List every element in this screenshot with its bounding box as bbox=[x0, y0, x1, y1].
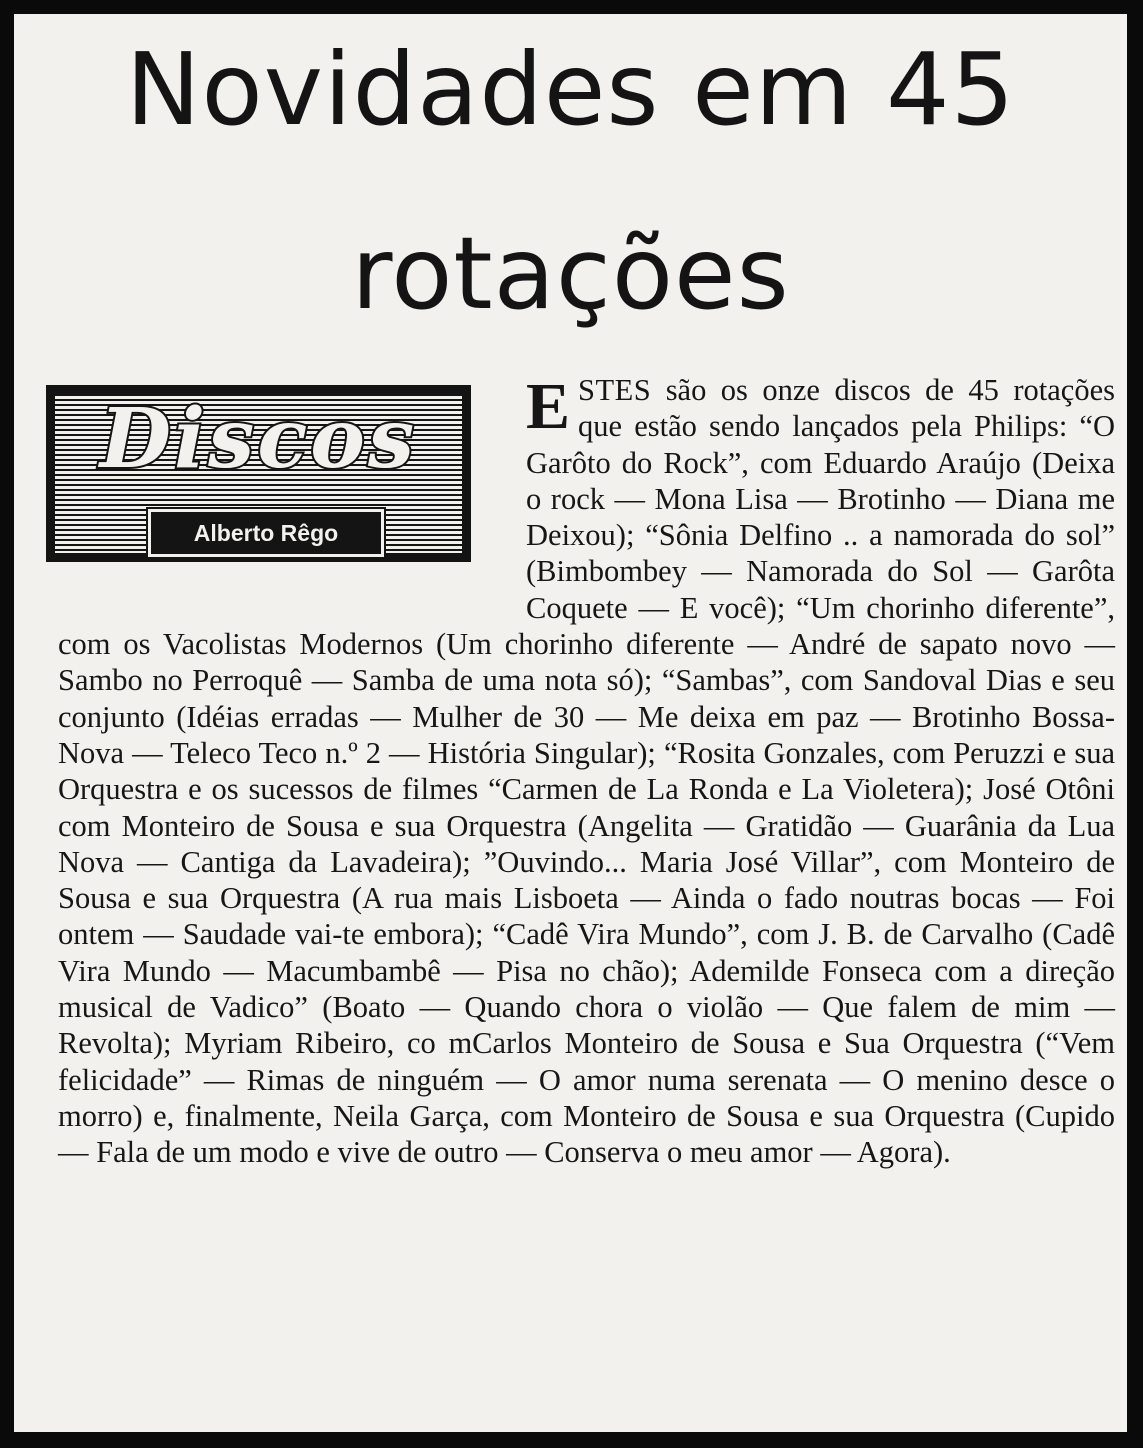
newspaper-clipping bbox=[14, 14, 1127, 1432]
article-text: são os onze discos de 45 rotações que estão sendo lançados pela Philips: “O Garôto do Rock”, com Eduardo Araújo (Deixa o rock — Mona Lisa — Brotinho — Diana me Deixou); “Sônia Delfino .. a namorada do sol” (Bimbombey — Namorada do Sol — Garôta Coquete — E você); “Um chorinho diferente”, com os Vacolistas Modernos (Um chorinho diferente — André de sapato novo — Sambo no Perroquê — Samba de uma nota só); “Sambas”, com Sandoval Dias e seu conjunto (Idéias erradas — Mulher de 30 — Me deixa em paz — Brotinho Bossa-Nova — Teleco Teco n.º 2 — História Singular); “Rosita Gonzales, com Peruzzi e sua Orquestra e os sucessos de filmes “Carmen de La Ronda e La Violetera); José Otôni com Monteiro de Sousa e sua Orquestra (Angelita — Gratidão — Guarânia da Lua Nova — Cantiga da Lavadeira); ”Ouvindo... Maria José Villar”, com Monteiro de Sousa e sua Orquestra (A rua mais Lisboeta — Ainda o fado noutras bocas — Foi ontem — Saudade vai-te embora); “Cadê Vira Mundo”, com J. B. de Carvalho (Cadê Vira Mundo — Macumbambê — Pisa no chão); Ademilde Fonseca com a direção musical de Vadico” (Boato — Quando chora o violão — Que falem de mim — Revolta); Myriam Ribeiro, co mCarlos Monteiro de Sousa e Sua Orquestra (“Vem felicidade” — Rimas de ninguém — O amor numa serenata — O menino desce o morro) e, finalmente, Neila Garça, com Monteiro de Sousa e sua Orquestra (Cupido — Fala de um modo e vive de outro — Conserva o meu amor — Agora). bbox=[58, 373, 1115, 1170]
article-first-word: STES bbox=[578, 373, 652, 407]
logo-title: Discos bbox=[99, 391, 418, 487]
logo-author: Alberto Rêgo bbox=[151, 512, 381, 554]
headline-line-2: rotações bbox=[351, 215, 790, 332]
drop-cap: E bbox=[526, 370, 571, 443]
logo-wrap-space bbox=[58, 372, 526, 590]
headline-line-1: Novidades em 45 bbox=[125, 31, 1016, 148]
article-body bbox=[58, 372, 1115, 1171]
